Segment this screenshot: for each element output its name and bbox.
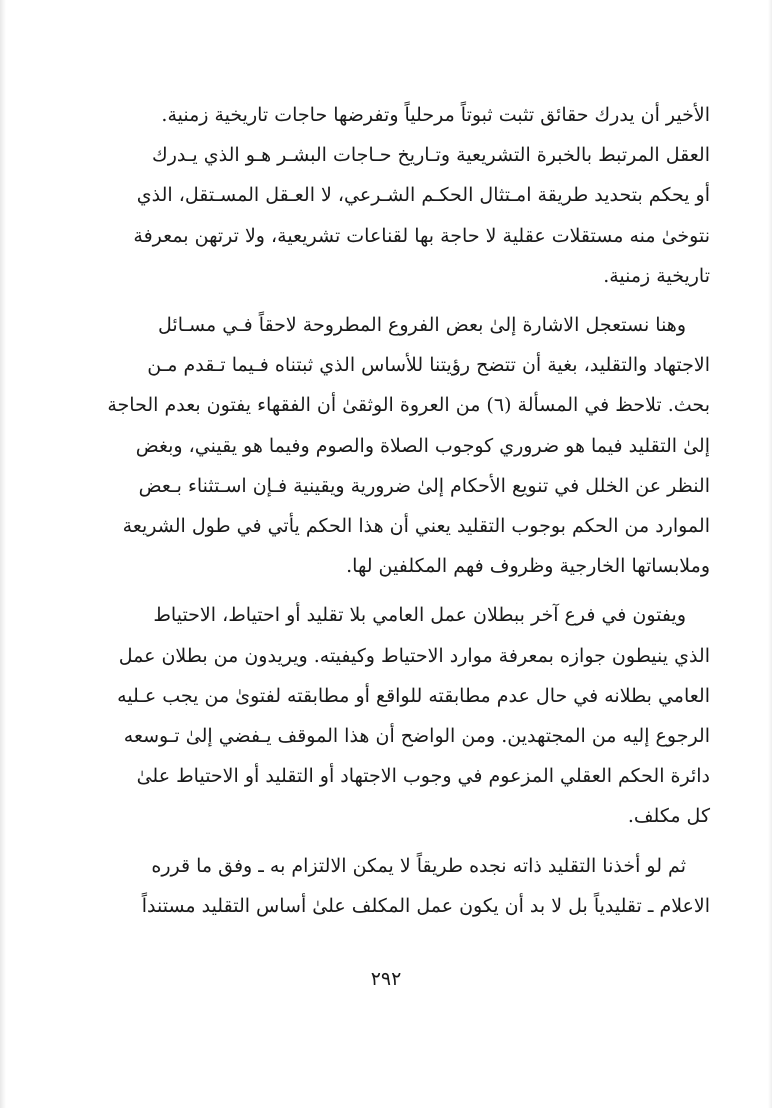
text-line: ثم لو أخذنا التقليد ذاته نجده طريقاً لا يمكن الالتزام به ـ وفق ما قرره bbox=[151, 854, 686, 877]
text-line: وهنا نستعجل الاشارة إلىٰ بعض الفروع المطروحة لاحقاً فـي مسـائل bbox=[158, 314, 686, 337]
text-line: الاجتهاد والتقليد، بغية أن تتضح رؤيتنا للأساس الذي ثبتناه فـيما تـقدم مـن bbox=[147, 354, 710, 377]
text-line: بحث. تلاحظ في المسألة (٦) من العروة الوثقىٰ أن الفقهاء يفتون بعدم الحاجة bbox=[107, 394, 710, 417]
text-line: إلىٰ التقليد فيما هو ضروري كوجوب الصلاة والصوم وفيما هو يقيني، وبغض bbox=[135, 434, 710, 457]
text-line: وملابساتها الخارجية وظروف فهم المكلفين لها. bbox=[346, 555, 710, 578]
text-line: الذي ينيطون جوازه بمعرفة موارد الاحتياط وكيفيته. ويريدون من بطلان عمل bbox=[118, 644, 710, 667]
body-text bbox=[95, 95, 710, 935]
text-line: أو يحكم بتحديد طريقة امـتثال الحكـم الشـرعي، لا العـقل المسـتقل، الذي bbox=[136, 184, 710, 207]
text-line: العامي بطلانه في حال عدم مطابقته للواقع أو مطابقته لفتوىٰ من يجب عـليه bbox=[117, 684, 710, 707]
scan-edge-right bbox=[768, 0, 772, 1108]
paragraph-4 bbox=[95, 846, 710, 926]
text-line: تاريخية زمنية. bbox=[603, 264, 710, 287]
text-line: نتوخىٰ منه مستقلات عقلية لا حاجة بها لقناعات تشريعية، ولا ترتهن بمعرفة bbox=[133, 224, 710, 247]
text-line: الرجوع إليه من المجتهدين. ومن الواضح أن هذا الموقف يـفضي إلىٰ تـوسعه bbox=[123, 725, 710, 748]
scan-edge-left bbox=[0, 0, 6, 1108]
text-line: النظر عن الخلل في تنويع الأحكام إلىٰ ضرورية ويقينية فـإن اسـتثناء بـعض bbox=[138, 474, 710, 497]
paragraph-1 bbox=[95, 95, 710, 296]
text-line: العقل المرتبط بالخبرة التشريعية وتـاريخ حـاجات البشـر هـو الذي يـدرك bbox=[152, 144, 710, 167]
paragraph-2 bbox=[95, 305, 710, 586]
text-line: ويفتون في فرع آخر ببطلان عمل العامي بلا تقليد أو احتياط، الاحتياط bbox=[153, 604, 686, 627]
text-line: دائرة الحكم العقلي المزعوم في وجوب الاجتهاد أو التقليد أو الاحتياط علىٰ bbox=[136, 765, 710, 788]
text-line: الموارد من الحكم بوجوب التقليد يعني أن هذا الحكم يأتي في طول الشريعة bbox=[122, 515, 710, 538]
paragraph-3 bbox=[95, 595, 710, 836]
page-number: ٢٩٢ bbox=[370, 968, 402, 990]
text-line: كل مكلف. bbox=[627, 805, 710, 828]
text-line: الأخير أن يدرك حقائق تثبت ثبوتاً مرحلياً وتفرضها حاجات تاريخية زمنية. bbox=[161, 104, 710, 126]
text-line: الاعلام ـ تقليدياً بل لا بد أن يكون عمل المكلف علىٰ أساس التقليد مستنداً bbox=[141, 894, 710, 917]
